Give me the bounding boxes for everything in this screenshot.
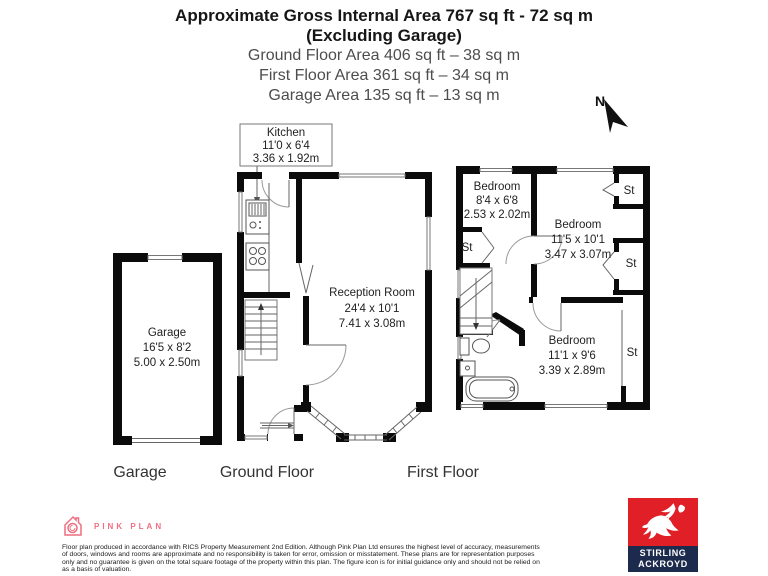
reception-dims-ft: 24'4 x 10'1 — [344, 303, 400, 315]
bedroom1-dims-m: 2.53 x 2.02m — [463, 209, 531, 221]
ground-floor-area-line: Ground Floor Area 406 sq ft – 38 sq m — [247, 47, 521, 64]
page-title: Approximate Gross Internal Area 767 sq ft - 72 sq m — [175, 6, 593, 25]
ground-floor-caption: Ground Floor — [219, 464, 315, 481]
griffin-icon — [637, 501, 689, 543]
stirling-ackroyd-logo — [628, 498, 698, 572]
stirling-ackroyd-wordmark — [628, 546, 698, 572]
bedroom2-room-label: Bedroom — [554, 219, 602, 231]
storage-label: St — [461, 242, 473, 254]
compass-north-label: N — [594, 93, 606, 109]
bedroom1-dims-ft: 8'4 x 6'8 — [475, 195, 519, 207]
floorplan-ground — [237, 124, 432, 442]
bedroom3-room-label: Bedroom — [548, 335, 596, 347]
floorplan-first — [456, 166, 650, 410]
kitchen-callout — [240, 124, 332, 206]
stairs-first — [460, 268, 492, 334]
toilet-icon — [460, 338, 469, 355]
page-subtitle: (Excluding Garage) — [306, 26, 462, 45]
kitchen-room-label: Kitchen — [266, 127, 306, 139]
disclaimer-text: Floor plan produced in accordance with RICS Property Measurement 2nd Edition. Although Pink Plan Ltd ensures the highest level of accuracy, measurements of doors, windows and rooms are approximate and no responsibility is taken for error, omission or misstatement. These plans are for representation purposes only and no guarantee is given on the total square footage of the property within this plan. The figure icon is for initial guidance only and should not be relied on as a basis of valuation. — [62, 544, 540, 573]
garage-floor-caption: Garage — [113, 464, 167, 481]
bedroom2-dims-ft: 11'5 x 10'1 — [550, 234, 606, 246]
pink-plan-brand: PINK PLAN — [94, 521, 165, 531]
storage-label: St — [625, 258, 637, 270]
first-floor-caption: First Floor — [407, 464, 479, 481]
bay-window — [307, 406, 421, 440]
garage-dims-m: 5.00 x 2.50m — [133, 357, 201, 369]
agency-line2: ACKROYD — [638, 559, 688, 569]
reception-dims-m: 7.41 x 3.08m — [338, 318, 406, 330]
hob-icon — [246, 243, 269, 270]
agency-line1: STIRLING — [639, 548, 687, 558]
garage-room-label: Garage — [147, 327, 187, 339]
garage-dims-ft: 16'5 x 8'2 — [142, 342, 192, 354]
bedroom2-dims-m: 3.47 x 3.07m — [544, 249, 612, 261]
storage-label: St — [623, 185, 635, 197]
kitchen-dims-ft: 11'0 x 6'4 — [262, 140, 310, 152]
bedroom1-room-label: Bedroom — [473, 181, 521, 193]
stirling-ackroyd-red-panel — [628, 498, 698, 546]
first-floor-area-line: First Floor Area 361 sq ft – 34 sq m — [259, 67, 509, 84]
bedroom3-dims-ft: 11'1 x 9'6 — [548, 350, 596, 362]
floorplan-garage — [113, 253, 222, 445]
bedroom3-dims-m: 3.39 x 2.89m — [538, 365, 606, 377]
bathroom-fixtures — [460, 338, 518, 401]
reception-room-label: Reception Room — [329, 287, 415, 299]
stairs-ground — [245, 300, 277, 360]
pink-plan-house-icon — [62, 514, 84, 538]
storage-label: St — [626, 347, 638, 359]
garage-area-line: Garage Area 135 sq ft – 13 sq m — [268, 87, 500, 104]
pink-plan-logo — [62, 514, 164, 538]
kitchen-dims-m: 3.36 x 1.92m — [252, 153, 320, 165]
compass-north-icon — [595, 93, 628, 133]
